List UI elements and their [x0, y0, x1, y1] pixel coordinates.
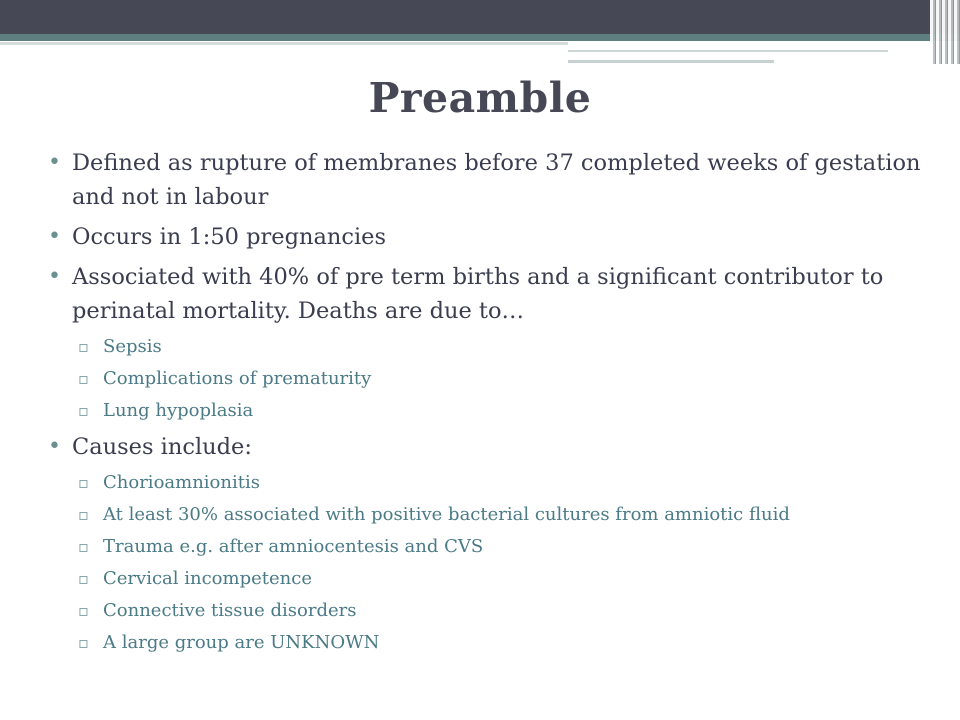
bullet-icon: • — [48, 150, 61, 175]
slide-title: Preamble — [368, 74, 592, 122]
sub-bullet-item — [48, 502, 938, 528]
bullet-text: Causes include: — [72, 434, 252, 460]
bullet-icon: • — [48, 434, 61, 459]
sub-bullet-icon: ▫ — [78, 633, 89, 652]
bullet-icon: • — [48, 264, 61, 289]
sub-bullet-text: Cervical incompetence — [103, 568, 312, 589]
decorative-line — [0, 42, 568, 45]
sub-bullet-item — [48, 398, 938, 424]
sub-bullet-text: Chorioamnionitis — [103, 472, 260, 493]
sub-bullet-icon: ▫ — [78, 537, 89, 556]
decorative-edge — [930, 0, 960, 64]
bullet-text: Associated with 40% of pre term births and a significant contributor to perinatal mortality. Deaths are due to… — [72, 264, 884, 324]
sub-bullet-item — [48, 566, 938, 592]
bullet-item — [48, 220, 938, 254]
sub-bullet-item — [48, 630, 938, 656]
sub-bullet-icon: ▫ — [78, 369, 89, 388]
decorative-line — [568, 60, 774, 63]
bullet-item — [48, 260, 938, 328]
bullet-icon: • — [48, 224, 61, 249]
band-stripe — [0, 34, 960, 41]
sub-bullet-text: A large group are UNKNOWN — [103, 632, 380, 653]
sub-bullet-icon: ▫ — [78, 337, 89, 356]
sub-bullet-icon: ▫ — [78, 473, 89, 492]
sub-bullet-text: Complications of prematurity — [103, 368, 372, 389]
sub-bullet-item — [48, 366, 938, 392]
sub-bullet-text: At least 30% associated with positive bacterial cultures from amniotic fluid — [103, 504, 790, 525]
sub-bullet-text: Trauma e.g. after amniocentesis and CVS — [103, 536, 484, 557]
top-band — [0, 0, 960, 34]
sub-bullet-item — [48, 598, 938, 624]
bullet-item — [48, 146, 938, 214]
bullet-text: Occurs in 1:50 pregnancies — [72, 224, 387, 250]
sub-bullet-icon: ▫ — [78, 401, 89, 420]
decorative-line — [568, 50, 888, 52]
sub-bullet-text: Connective tissue disorders — [103, 600, 357, 621]
sub-bullet-icon: ▫ — [78, 505, 89, 524]
sub-bullet-text: Sepsis — [103, 336, 162, 357]
sub-bullet-item — [48, 470, 938, 496]
sub-bullet-icon: ▫ — [78, 601, 89, 620]
sub-bullet-text: Lung hypoplasia — [103, 400, 254, 421]
sub-bullet-item — [48, 534, 938, 560]
bullet-text: Defined as rupture of membranes before 37 completed weeks of gestation and not in labour — [72, 150, 921, 210]
bullet-list — [48, 146, 938, 662]
sub-bullet-item — [48, 334, 938, 360]
bullet-item — [48, 430, 938, 464]
sub-bullet-icon: ▫ — [78, 569, 89, 588]
